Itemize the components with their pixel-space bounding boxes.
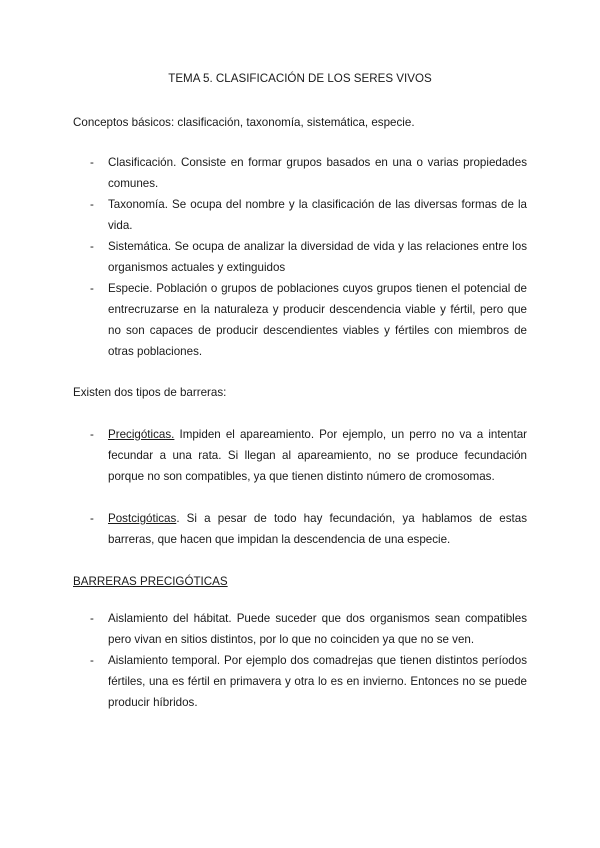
bullet-dash: -	[90, 612, 94, 625]
temporal-isolation: Aislamiento temporal. Por ejemplo dos comadrejas que tienen distintos períodos fértiles, una es fértil en primavera y otra lo es en invierno. Entonces no se puede producir híbridos.	[108, 654, 527, 709]
concept-taxonomy: Taxonomía. Se ocupa del nombre y la clasificación de las diversas formas de la vida.	[108, 198, 527, 232]
list-item	[90, 424, 527, 487]
bullet-dash: -	[90, 282, 94, 295]
list-item	[90, 278, 527, 362]
bullet-dash: -	[90, 428, 94, 441]
bullet-dash: -	[90, 198, 94, 211]
concept-classification: Clasificación. Consiste en formar grupos basados en una o varias propiedades comunes.	[108, 156, 527, 190]
list-item	[90, 152, 527, 194]
list-item	[90, 608, 527, 650]
precygotic-text: Impiden el apareamiento. Por ejemplo, un perro no va a intentar fecundar a una rata. Si llegan al apareamiento, no se produce fecundación porque no son compatibles, ya que tienen distinto número de cromosomas.	[108, 428, 527, 483]
postcygotic-term: Postcigóticas	[108, 512, 177, 525]
list-item	[90, 508, 527, 550]
bullet-dash: -	[90, 240, 94, 253]
postcygotic-text: . Si a pesar de todo hay fecundación, ya hablamos de estas barreras, que hacen que impidan la descendencia de una especie.	[108, 512, 527, 546]
concept-systematics: Sistemática. Se ocupa de analizar la diversidad de vida y las relaciones entre los organismos actuales y extinguidos	[108, 240, 527, 274]
concepts-list	[90, 152, 527, 362]
concept-species: Especie. Población o grupos de poblaciones cuyos grupos tienen el potencial de entrecruzarse en la naturaleza y producir descendencia viable y fértil, pero que no son capaces de producir descendientes viables y fértiles con miembros de otras poblaciones.	[108, 282, 527, 358]
intro-paragraph: Conceptos básicos: clasificación, taxonomía, sistemática, especie.	[73, 116, 415, 129]
list-item	[90, 650, 527, 713]
habitat-isolation: Aislamiento del hábitat. Puede suceder que dos organismos sean compatibles pero vivan en sitios distintos, por lo que no coinciden ya que no se ven.	[108, 612, 527, 646]
barrier-types-list	[90, 424, 527, 487]
section-heading: BARRERAS PRECIGÓTICAS	[73, 575, 228, 588]
list-item	[90, 194, 527, 236]
page-title: TEMA 5. CLASIFICACIÓN DE LOS SERES VIVOS	[168, 72, 432, 85]
bullet-dash: -	[90, 654, 94, 667]
bullet-dash: -	[90, 156, 94, 169]
barrier-types-list-2	[90, 508, 527, 550]
barriers-intro: Existen dos tipos de barreras:	[73, 386, 227, 399]
precygotic-term: Precigóticas.	[108, 428, 175, 441]
list-item	[90, 236, 527, 278]
precygotic-barriers-list	[90, 608, 527, 713]
bullet-dash: -	[90, 512, 94, 525]
